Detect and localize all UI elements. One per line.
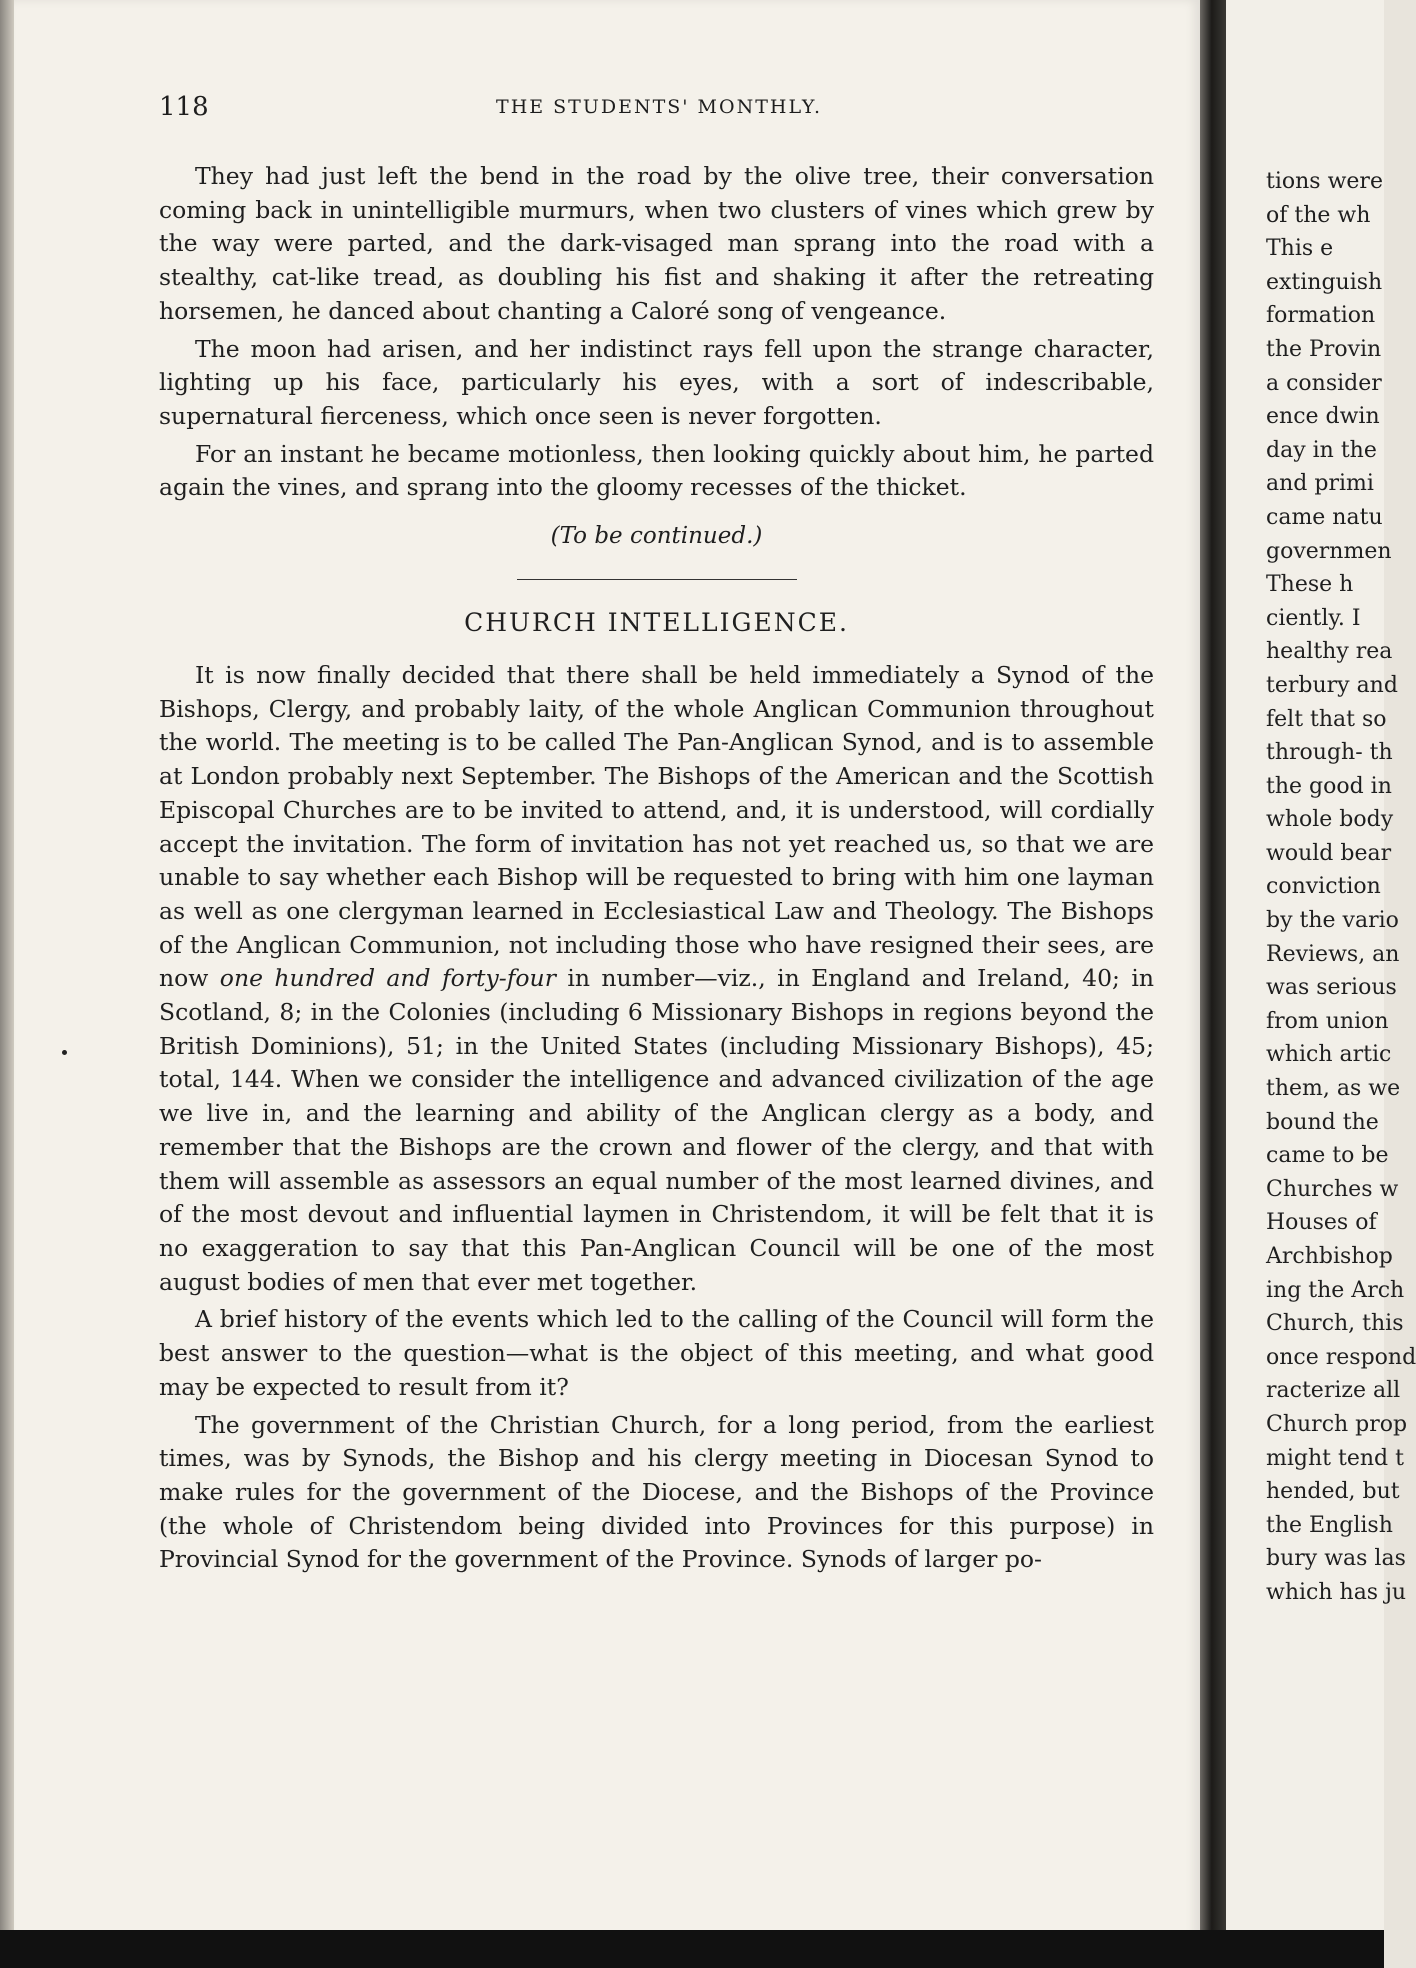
facing-page-line: conviction xyxy=(1266,874,1381,900)
facing-page-line: Reviews, an xyxy=(1266,941,1400,967)
facing-page-line: healthy rea xyxy=(1266,639,1393,665)
facing-page-line: by the vario xyxy=(1266,908,1399,934)
facing-page-line: ciently. I xyxy=(1266,605,1361,631)
facing-page-line: bury was las xyxy=(1266,1546,1406,1572)
facing-page-line: This e xyxy=(1266,236,1334,262)
facing-page-line: governmen xyxy=(1266,538,1392,564)
facing-page-column xyxy=(1266,165,1416,1610)
left-page xyxy=(14,0,1200,1968)
facing-page-line: formation xyxy=(1266,303,1376,329)
facing-page xyxy=(1226,0,1416,1968)
facing-page-line: whole body xyxy=(1266,807,1394,833)
facing-page-line: racterize all xyxy=(1266,1378,1401,1404)
facing-page-line: from union xyxy=(1266,1008,1389,1034)
story-paragraph-2: The moon had arisen, and her indistinct rays fell upon the strange character, lighting up his face, particularly his eyes, with a sort of indescribable, supernatural fierceness, which once seen is never forgotten. xyxy=(159,334,1154,430)
section-title: CHURCH INTELLIGENCE. xyxy=(464,608,849,638)
book-gutter xyxy=(1200,0,1226,1968)
facing-page-line: tions were xyxy=(1266,169,1383,194)
facing-page-line: the Provin xyxy=(1266,336,1382,362)
facing-page-line: These h xyxy=(1266,572,1354,598)
church-paragraph-3: The government of the Christian Church, for a long period, from the earliest times, was by Synods, the Bishop and his clergy meeting in Diocesan Synod to make rules for the government of the Diocese, and the Bishops of the Province (the whole of Christendom being divided into Provinces for this purpose) in Provincial Synod for the government of the Province. Synods of larger po- xyxy=(159,1410,1154,1574)
facing-page-line: Houses of xyxy=(1266,1210,1377,1236)
facing-page-line: a consider xyxy=(1266,370,1382,396)
facing-page-line: came to be xyxy=(1266,1143,1389,1169)
facing-page-line: was serious xyxy=(1266,975,1397,1001)
church-paragraph-1 xyxy=(159,659,1154,1299)
facing-page-line: Church prop xyxy=(1266,1411,1408,1437)
facing-page-line: extinguish xyxy=(1266,269,1383,295)
church-paragraph-1-emphasis: one hundred and forty-four xyxy=(219,964,556,993)
scan-edge xyxy=(0,0,14,1968)
story-paragraph-3: For an instant he became motionless, then looking quickly about him, he parted again the vines, and sprang into the gloomy recesses of the thicket. xyxy=(159,439,1154,502)
facing-page-line: of the wh xyxy=(1266,202,1371,228)
facing-page-line: which has ju xyxy=(1266,1579,1407,1605)
facing-page-line: terbury and xyxy=(1266,672,1398,698)
facing-page-line: through- th xyxy=(1266,740,1393,766)
facing-page-line: Archbishop xyxy=(1266,1244,1393,1269)
church-paragraph-2: A brief history of the events which led to the calling of the Council will form the best answer to the question—what is the object of this meeting, and what good may be expected to result from it? xyxy=(159,1305,1154,1401)
church-paragraph-1-start: It is now finally decided that there shall be held immediately a Synod of the Bishops, Clergy, and probably laity, of the whole Anglican Communion throughout the world. The meeting is to be called The Pan-Anglican Synod, and is to assemble at London probably next September. The Bishops of the American and the Scottish Episcopal Churches are to be invited to attend, and, it is understood, will cordially accept the invitation. The form of invitation has not yet reached us, so that we are unable to say whether each Bishop will be requested to bring with him one layman as well as one clergyman learned in Ecclesiastical Law and Theology. The Bishops of the Anglican Communion, not including those who have resigned their sees, are now xyxy=(159,661,1154,993)
church-paragraph-1-end: in number—viz., in England and Ireland, 40; in Scotland, 8; in the Colonies (including 6 Missionary Bishops in regions beyond the British Dominions), 51; in the United States (including Missionary Bishops), 45; total, 144. When we consider the intelligence and advanced civilization of the age we live in, and the learning and ability of the Anglican clergy as a body, and remember that the Bishops are the crown and flower of the clergy, and that with them will assemble as assessors an equal number of the most learned divines, and of the most devout and influential laymen in Christendom, it will be felt that it is no exaggeration to say that this Pan-Anglican Council will be one of the most august bodies of men that ever met together. xyxy=(159,964,1154,1296)
facing-page-line: the good in xyxy=(1266,773,1392,799)
to-be-continued: (To be continued.) xyxy=(550,523,763,550)
facing-page-line: which artic xyxy=(1266,1042,1392,1068)
facing-page-line: bound the xyxy=(1266,1109,1379,1135)
page-header xyxy=(159,92,1159,132)
facing-page-line: might tend t xyxy=(1266,1445,1404,1471)
facing-page-line: ence dwin xyxy=(1266,404,1380,430)
facing-page-line: came natu xyxy=(1266,504,1383,530)
page-number: 118 xyxy=(159,92,209,122)
facing-page-line: them, as we xyxy=(1266,1076,1401,1102)
facing-page-line: ing the Arch xyxy=(1266,1277,1405,1303)
facing-page-line: day in the xyxy=(1266,437,1377,463)
facing-page-line: and primi xyxy=(1266,471,1374,497)
scan-bottom-edge xyxy=(0,1930,1384,1968)
running-title: THE STUDENTS' MONTHLY. xyxy=(496,96,822,118)
facing-page-line: felt that so xyxy=(1266,706,1387,732)
margin-speck xyxy=(62,1050,67,1055)
facing-page-line: the English xyxy=(1266,1512,1393,1538)
main-column xyxy=(159,160,1154,1577)
facing-page-line: once respond xyxy=(1266,1344,1416,1370)
facing-page-line: Church, this xyxy=(1266,1311,1404,1337)
facing-page-line: would bear xyxy=(1266,840,1392,866)
story-paragraph-1: They had just left the bend in the road by the olive tree, their conversation coming back in unintelligible murmurs, when two clusters of vines which grew by the way were parted, and the dark-visaged man sprang into the road with a stealthy, cat-like tread, as doubling his fist and shaking it after the retreating horsemen, he danced about chanting a Caloré song of vengeance. xyxy=(159,162,1154,325)
facing-page-line: hended, but xyxy=(1266,1479,1400,1505)
section-divider xyxy=(517,579,797,580)
facing-page-line: Churches w xyxy=(1266,1176,1399,1202)
